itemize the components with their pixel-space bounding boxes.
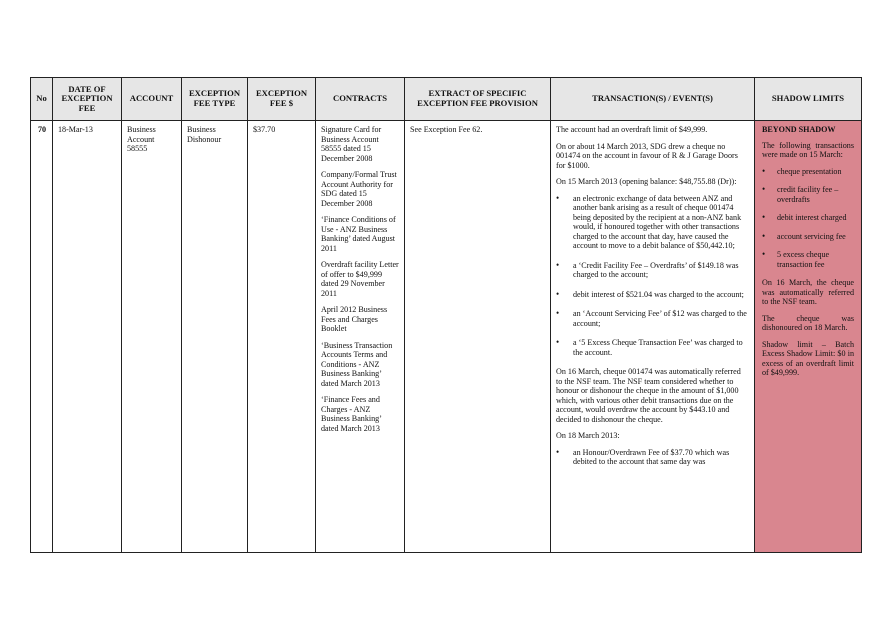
shadow-paragraph: The cheque was dishonoured on 18 March.	[762, 313, 854, 332]
header-contracts: CONTRACTS	[316, 78, 405, 121]
transaction-paragraph: On 15 March 2013 (opening balance: $48,755.88 (Dr)):	[556, 177, 737, 186]
shadow-paragraph: Shadow limit – Batch Excess Shadow Limit: $0 in excess of an overdraft limit of $49,999.	[762, 339, 854, 377]
header-account: ACCOUNT	[122, 78, 182, 121]
row-account: Business Account 58555	[122, 121, 182, 553]
row-fee-amount: $37.70	[248, 121, 316, 553]
row-extract: See Exception Fee 62.	[405, 121, 551, 553]
row-transactions	[551, 121, 755, 553]
row-date: 18-Mar-13	[53, 121, 122, 553]
shadow-bullet: • credit facility fee – overdrafts	[762, 185, 854, 204]
header-fee-type: EXCEPTION FEE TYPE	[182, 78, 248, 121]
header-fee: EXCEPTION FEE $	[248, 78, 316, 121]
shadow-bullet: • account servicing fee	[762, 232, 854, 242]
transaction-paragraph: On or about 14 March 2013, SDG drew a cheque no 001474 on the account in favour of R & J Garage Doors for $1000.	[556, 141, 738, 170]
contract-item: Overdraft facility Letter of offer to $49,999 dated 29 November 2011	[321, 260, 399, 298]
row-shadow-limits	[755, 121, 862, 553]
transaction-bullet: • an ‘Account Servicing Fee’ of $12 was charged to the account;	[556, 309, 749, 328]
header-shadow-limits: SHADOW LIMITS	[755, 78, 862, 121]
contract-item: ‘Business Transaction Accounts Terms and Conditions - ANZ Business Banking’ dated March 2013	[321, 340, 393, 388]
row-fee-type: Business Dishonour	[182, 121, 248, 553]
transaction-paragraph: On 18 March 2013:	[556, 431, 620, 440]
exception-fee-table	[30, 77, 862, 553]
transaction-bullet: • an electronic exchange of data between ANZ and another bank arising as a result of cheque 001474 being deposited by the recipient at a non-ANZ bank would, if honoured together with other transactions charged to the account that day, have caused the account to move to a debit balance of $50,442.10;	[556, 194, 749, 251]
shadow-paragraph: On 16 March, the cheque was automatically referred to the NSF team.	[762, 278, 854, 306]
shadow-bullet: • debit interest charged	[762, 213, 854, 223]
contract-item: ‘Finance Fees and Charges - ANZ Business Banking’ dated March 2013	[321, 395, 382, 433]
shadow-intro: The following transactions were made on 15 March:	[762, 140, 854, 159]
transaction-bullet: • a ‘Credit Facility Fee – Overdrafts’ of $149.18 was charged to the account;	[556, 261, 749, 280]
contract-item: Company/Formal Trust Account Authority for SDG dated 15 December 2008	[321, 170, 397, 208]
contract-item: ‘Finance Conditions of Use - ANZ Business Banking’ dated August 2011	[321, 215, 396, 253]
shadow-bullet: • cheque presentation	[762, 167, 854, 177]
transaction-bullet: • debit interest of $521.04 was charged to the account;	[556, 290, 749, 300]
header-extract: EXTRACT OF SPECIFIC EXCEPTION FEE PROVISION	[405, 78, 551, 121]
header-no: No	[31, 78, 53, 121]
header-date: DATE OF EXCEPTION FEE	[53, 78, 122, 121]
header-transactions: TRANSACTION(S) / EVENT(S)	[551, 78, 755, 121]
transaction-paragraph: On 16 March, cheque 001474 was automatically referred to the NSF team. The NSF team considered whether to honour or dishonour the cheque in the amount of $1,000 which, with various other debit transactions due on the account, would overdraw the account by $443.10 and decided to dishonour the cheque.	[556, 367, 741, 424]
table-row	[31, 121, 862, 553]
transaction-bullet: • a ‘5 Excess Cheque Transaction Fee’ was charged to the account.	[556, 338, 749, 357]
shadow-title: BEYOND SHADOW	[762, 125, 836, 134]
contract-item: Signature Card for Business Account 58555 dated 15 December 2008	[321, 125, 382, 163]
row-contracts	[316, 121, 405, 553]
row-number: 70	[31, 121, 53, 553]
transaction-bullet: • an Honour/Overdrawn Fee of $37.70 which was debited to the account that same day was	[556, 448, 749, 467]
header-row	[31, 78, 862, 121]
contract-item: April 2012 Business Fees and Charges Booklet	[321, 305, 388, 333]
shadow-bullet: • 5 excess cheque transaction fee	[762, 250, 854, 269]
transaction-paragraph: The account had an overdraft limit of $49,999.	[556, 125, 708, 134]
